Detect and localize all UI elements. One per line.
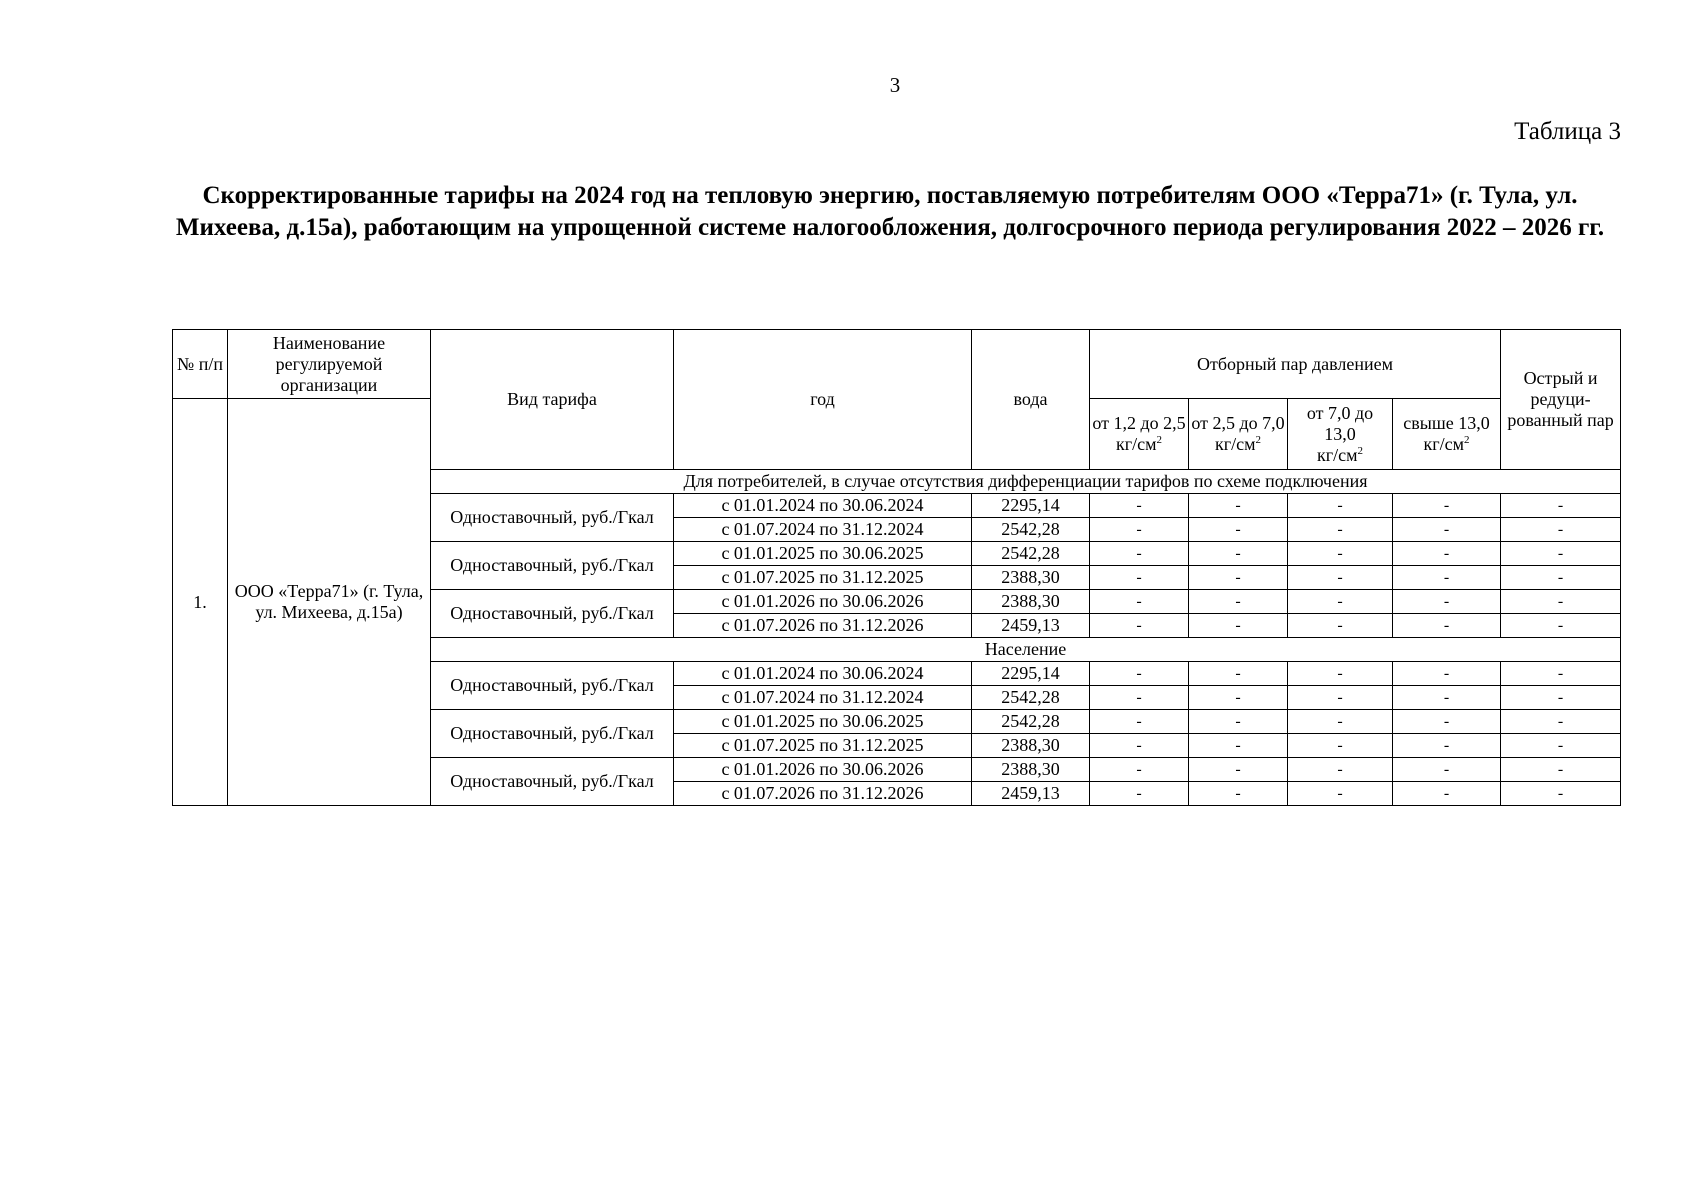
empty-value-cell: -	[1393, 494, 1501, 518]
empty-value-cell: -	[1090, 710, 1189, 734]
empty-value-cell: -	[1393, 542, 1501, 566]
tariff-type-cell: Одноставочный, руб./Гкал	[431, 758, 674, 806]
empty-value-cell: -	[1393, 782, 1501, 806]
row-number: 1.	[173, 399, 228, 806]
empty-value-cell: -	[1189, 614, 1288, 638]
empty-value-cell: -	[1189, 662, 1288, 686]
document-title: Скорректированные тарифы на 2024 год на тепловую энергию, поставляемую потребителям ООО «Терра71» (г. Тула, ул. Михеева, д.15а), работающим на упрощенной системе налогообложения, долгосрочного периода регулирования 2022 – 2026 гг.	[175, 182, 1605, 241]
period-cell: с 01.01.2024 по 30.06.2024	[674, 494, 972, 518]
empty-value-cell: -	[1393, 758, 1501, 782]
section-title: Население	[431, 638, 1621, 662]
table-label: Таблица 3	[1514, 118, 1621, 145]
header-steam-1-unit: кг/см	[1115, 434, 1157, 454]
header-steam-2-unit-sup: 2	[1255, 434, 1261, 446]
organization-name: ООО «Терра71» (г. Тула, ул. Михеева, д.15а)	[228, 399, 431, 806]
period-cell: с 01.07.2026 по 31.12.2026	[674, 782, 972, 806]
empty-value-cell: -	[1288, 734, 1393, 758]
empty-value-cell: -	[1288, 758, 1393, 782]
empty-value-cell: -	[1501, 518, 1621, 542]
header-org: Наименование регулируемой организации	[228, 330, 431, 399]
empty-value-cell: -	[1501, 542, 1621, 566]
empty-value-cell: -	[1288, 614, 1393, 638]
water-tariff-cell: 2542,28	[972, 710, 1090, 734]
empty-value-cell: -	[1090, 758, 1189, 782]
empty-value-cell: -	[1393, 518, 1501, 542]
period-cell: с 01.07.2025 по 31.12.2025	[674, 566, 972, 590]
header-steam-3-unit-sup: 2	[1357, 444, 1363, 457]
tariff-type-cell: Одноставочный, руб./Гкал	[431, 590, 674, 638]
empty-value-cell: -	[1090, 542, 1189, 566]
empty-value-cell: -	[1501, 758, 1621, 782]
empty-value-cell: -	[1189, 518, 1288, 542]
tariff-type-cell: Одноставочный, руб./Гкал	[431, 710, 674, 758]
empty-value-cell: -	[1393, 590, 1501, 614]
header-steam-group: Отборный пар давлением	[1090, 330, 1501, 399]
empty-value-cell: -	[1090, 494, 1189, 518]
empty-value-cell: -	[1090, 686, 1189, 710]
empty-value-cell: -	[1393, 662, 1501, 686]
empty-value-cell: -	[1501, 494, 1621, 518]
empty-value-cell: -	[1189, 782, 1288, 806]
period-cell: с 01.01.2025 по 30.06.2025	[674, 710, 972, 734]
empty-value-cell: -	[1090, 614, 1189, 638]
empty-value-cell: -	[1090, 518, 1189, 542]
empty-value-cell: -	[1501, 686, 1621, 710]
section-title: Для потребителей, в случае отсутствия дифференциации тарифов по схеме подключения	[431, 470, 1621, 494]
header-steam-1	[1090, 399, 1189, 470]
period-cell: с 01.07.2024 по 31.12.2024	[674, 686, 972, 710]
header-steam-4-unit-sup: 2	[1464, 434, 1470, 446]
empty-value-cell: -	[1288, 518, 1393, 542]
period-cell: с 01.07.2026 по 31.12.2026	[674, 614, 972, 638]
empty-value-cell: -	[1090, 782, 1189, 806]
header-steam-3	[1288, 399, 1393, 470]
empty-value-cell: -	[1393, 566, 1501, 590]
period-cell: с 01.01.2026 по 30.06.2026	[674, 590, 972, 614]
empty-value-cell: -	[1501, 590, 1621, 614]
empty-value-cell: -	[1501, 614, 1621, 638]
water-tariff-cell: 2542,28	[972, 518, 1090, 542]
water-tariff-cell: 2388,30	[972, 734, 1090, 758]
water-tariff-cell: 2388,30	[972, 758, 1090, 782]
tariff-type-cell: Одноставочный, руб./Гкал	[431, 662, 674, 710]
empty-value-cell: -	[1189, 590, 1288, 614]
header-steam-4-unit: кг/см	[1423, 434, 1465, 454]
header-steam-3-range: от 7,0 до 13,0	[1306, 402, 1374, 444]
header-steam-4-range: свыше 13,0	[1403, 413, 1490, 433]
empty-value-cell: -	[1090, 734, 1189, 758]
empty-value-cell: -	[1501, 566, 1621, 590]
empty-value-cell: -	[1501, 782, 1621, 806]
empty-value-cell: -	[1090, 566, 1189, 590]
period-cell: с 01.01.2025 по 30.06.2025	[674, 542, 972, 566]
period-cell: с 01.01.2024 по 30.06.2024	[674, 662, 972, 686]
empty-value-cell: -	[1501, 734, 1621, 758]
empty-value-cell: -	[1288, 662, 1393, 686]
header-steam-3-unit: кг/см	[1316, 444, 1358, 465]
empty-value-cell: -	[1189, 686, 1288, 710]
empty-value-cell: -	[1189, 566, 1288, 590]
water-tariff-cell: 2295,14	[972, 494, 1090, 518]
tariff-type-cell: Одноставочный, руб./Гкал	[431, 542, 674, 590]
period-cell: с 01.07.2025 по 31.12.2025	[674, 734, 972, 758]
empty-value-cell: -	[1393, 686, 1501, 710]
water-tariff-cell: 2388,30	[972, 566, 1090, 590]
empty-value-cell: -	[1393, 710, 1501, 734]
tariff-type-cell: Одноставочный, руб./Гкал	[431, 494, 674, 542]
water-tariff-cell: 2542,28	[972, 686, 1090, 710]
empty-value-cell: -	[1090, 662, 1189, 686]
period-cell: с 01.01.2026 по 30.06.2026	[674, 758, 972, 782]
header-sharp-steam: Острый и редуци-рованный пар	[1501, 330, 1621, 470]
period-cell: с 01.07.2024 по 31.12.2024	[674, 518, 972, 542]
header-num: № п/п	[173, 330, 228, 399]
water-tariff-cell: 2459,13	[972, 614, 1090, 638]
empty-value-cell: -	[1501, 710, 1621, 734]
empty-value-cell: -	[1189, 494, 1288, 518]
header-steam-1-range: от 1,2 до 2,5	[1092, 413, 1186, 433]
water-tariff-cell: 2388,30	[972, 590, 1090, 614]
water-tariff-cell: 2542,28	[972, 542, 1090, 566]
empty-value-cell: -	[1090, 590, 1189, 614]
water-tariff-cell: 2295,14	[972, 662, 1090, 686]
header-steam-2-range: от 2,5 до 7,0	[1191, 413, 1285, 433]
header-water: вода	[972, 330, 1090, 470]
empty-value-cell: -	[1288, 542, 1393, 566]
header-tariff-type: Вид тарифа	[431, 330, 674, 470]
header-steam-2	[1189, 399, 1288, 470]
header-year: год	[674, 330, 972, 470]
header-steam-2-unit: кг/см	[1214, 434, 1256, 454]
empty-value-cell: -	[1189, 734, 1288, 758]
empty-value-cell: -	[1288, 686, 1393, 710]
empty-value-cell: -	[1288, 710, 1393, 734]
empty-value-cell: -	[1393, 734, 1501, 758]
empty-value-cell: -	[1288, 782, 1393, 806]
empty-value-cell: -	[1288, 566, 1393, 590]
empty-value-cell: -	[1189, 758, 1288, 782]
tariff-table	[172, 329, 1621, 806]
empty-value-cell: -	[1189, 710, 1288, 734]
page-number: 3	[889, 73, 901, 97]
empty-value-cell: -	[1288, 590, 1393, 614]
empty-value-cell: -	[1501, 662, 1621, 686]
empty-value-cell: -	[1393, 614, 1501, 638]
header-steam-1-unit-sup: 2	[1156, 434, 1162, 446]
header-steam-4	[1393, 399, 1501, 470]
water-tariff-cell: 2459,13	[972, 782, 1090, 806]
empty-value-cell: -	[1288, 494, 1393, 518]
empty-value-cell: -	[1189, 542, 1288, 566]
